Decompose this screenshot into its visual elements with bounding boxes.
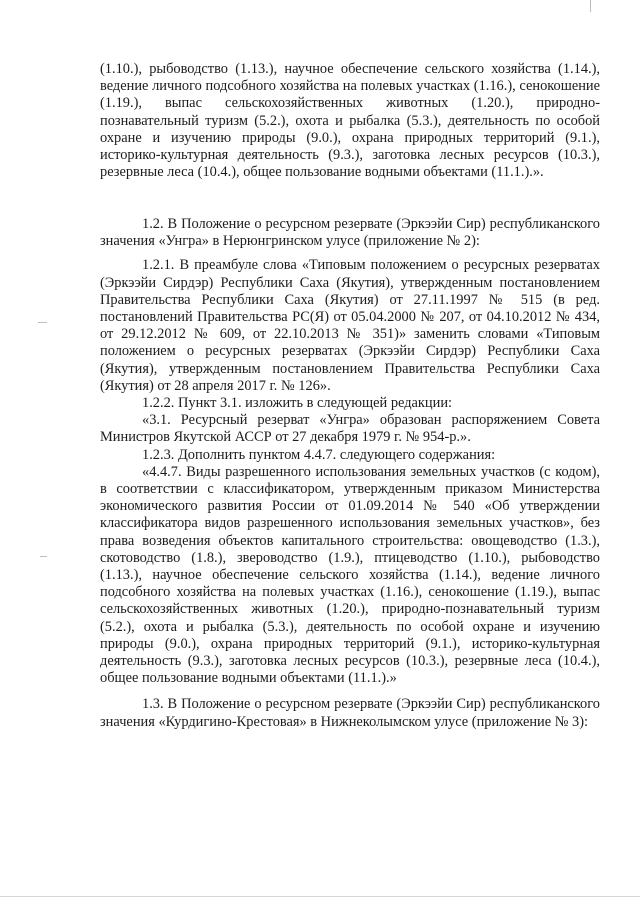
scan-edge-mark-top [590, 0, 591, 12]
text-block-continuation [100, 61, 600, 181]
paragraph-item-1-2-3: 1.2.3. Дополнить пунктом 4.4.7. следующего содержания: [142, 446, 496, 463]
paragraph-item-1-2: 1.2. В Положение о ресурсном резервате (Эркээйи Сир) республиканского значения «Унгра» в Нерюнгринском улусе (приложение № 2): [100, 216, 600, 250]
scan-edge-mark-left-2 [40, 556, 47, 557]
scan-edge-mark-bottom [0, 896, 640, 897]
paragraph-item-1-2-2: 1.2.2. Пункт 3.1. изложить в следующей редакции: [142, 395, 453, 412]
paragraph-item-1-2-1: 1.2.1. В преамбуле слова «Типовым положением о ресурсных резерватах (Эркээйи Сирдэр) Республики Саха (Якутия), утвержденным постановлением Правительства Республики Саха (Якутия) от 27.11.1997 № 515 (в ред. постановлений Правительства РС(Я) от 05.04.2000 № 207, от 04.10.2012 № 434, от 29.12.2012 № 609, от 22.10.2013 № 351)» заменить словами «Типовым положением о ресурсных резерватах (Эркээйи Сирдэр) Республики Саха (Якутия), утвержденным постановлением Правительства Республики Саха (Якутия) от 28 апреля 2017 г. № 126». [100, 257, 600, 394]
scan-edge-mark-left-1 [38, 322, 47, 323]
paragraph-clause-4-4-7: «4.4.7. Виды разрешенного использования земельных участков (с кодом), в соответствии с классификатором, утвержденным приказом Министерства экономического развития России от 01.09.2014 № 540 «Об утверждении классификатора видов разрешенного использования земельных участков», без права возведения объектов капитального строительства: овощеводство (1.3.), скотоводство (1.8.), звероводство (1.9.), птицеводство (1.10.), рыбоводство (1.13.), научное обеспечение сельского хозяйства (1.14.), ведение личного подсобного хозяйства на полевых участках (1.16.), сенокошение (1.19.), выпас сельскохозяйственных животных (1.20.), природно-познавательный туризм (5.2.), охота и рыбалка (5.3.), деятельность по особой охране и изучению природы (9.0.), охрана природных территорий (9.1.), историко-культурная деятельность (9.3.), заготовка лесных ресурсов (10.3.), резервные леса (10.4.), общее пользование водными объектами (11.1.).» [100, 463, 600, 687]
paragraph-item-1-3: 1.3. В Положение о ресурсном резервате (Эркээйи Сир) республиканского значения «Курдигино-Крестовая» в Нижнеколымском улусе (приложение № 3): [100, 696, 600, 730]
paragraph-clause-3-1: «3.1. Ресурсный резерват «Унгра» образован распоряжением Совета Министров Якутской АССР от 27 декабря 1979 г. № 954-р.». [100, 412, 600, 446]
text-block-main [100, 216, 600, 731]
paragraph-land-use-continuation: (1.10.), рыбоводство (1.13.), научное обеспечение сельского хозяйства (1.14.), ведение личного подсобного хозяйства на полевых участках (1.16.), сенокошение (1.19.), выпас сельскохозяйственных животных (1.20.), природно-познавательный туризм (5.2.), охота и рыбалка (5.3.), деятельность по особой охране и изучению природы (9.0.), охрана природных территорий (9.1.), историко-культурная деятельность (9.3.), заготовка лесных ресурсов (10.3.), резервные леса (10.4.), общее пользование водными объектами (11.1.).». [100, 61, 600, 181]
